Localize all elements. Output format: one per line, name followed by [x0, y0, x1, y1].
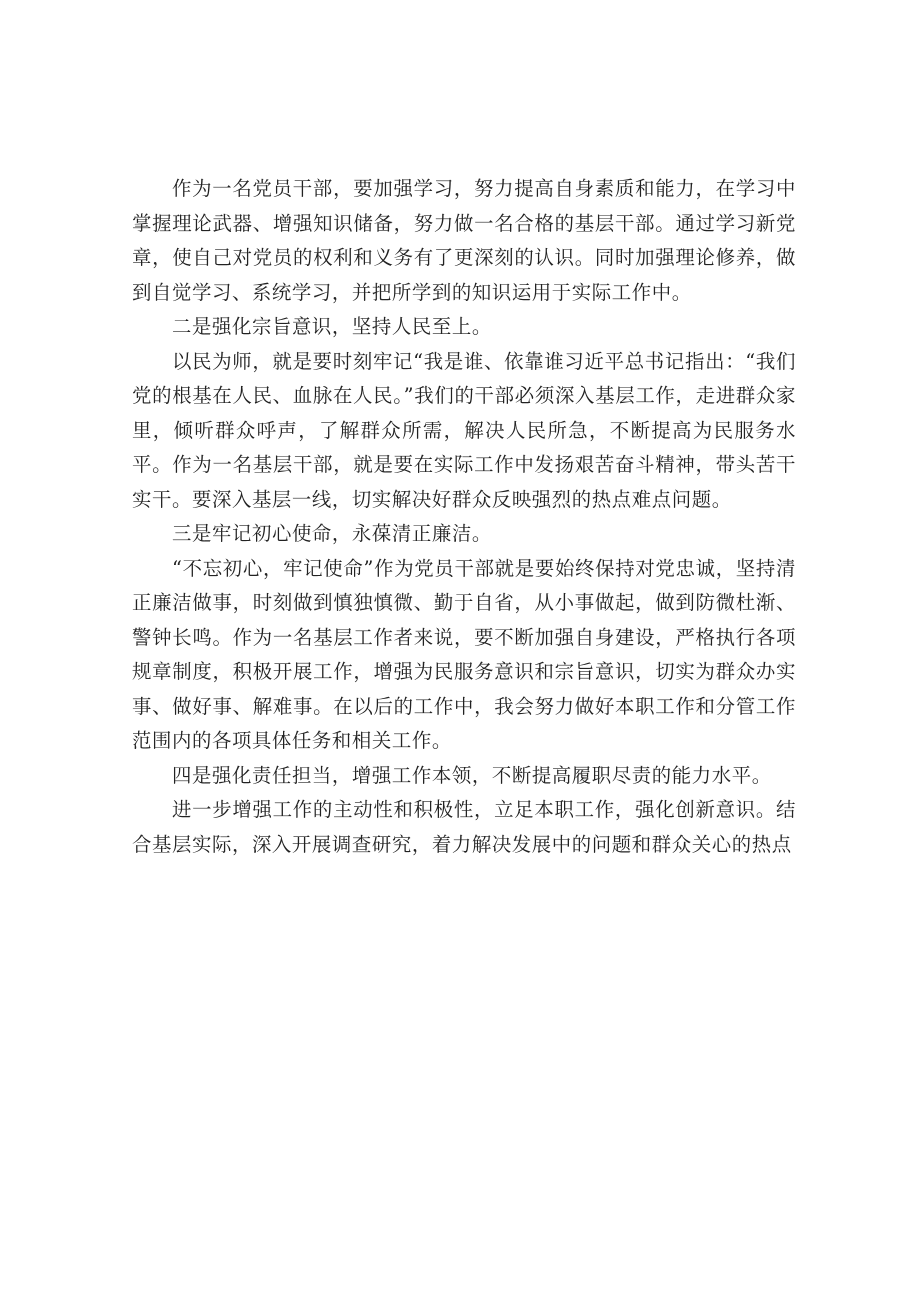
- body-paragraph-study: 作为一名党员干部，要加强学习，努力提高自身素质和能力，在学习中掌握理论武器、增强知识储备，努力做一名合格的基层干部。通过学习新党章，使自己对党员的权利和义务有了更深刻的认识。同时加强理论修养，做到自觉学习、系统学习，并把所学到的知识运用于实际工作中。: [132, 177, 796, 304]
- body-paragraph-initiative: 进一步增强工作的主动性和积极性，立足本职工作，强化创新意识。结合基层实际，深入开展调查研究，着力解决发展中的问题和群众关心的热点: [132, 798, 796, 856]
- body-paragraph-integrity: “不忘初心，牢记使命”作为党员干部就是要始终保持对党忠诚，坚持清正廉洁做事，时刻做到慎独慎微、勤于自省，从小事做起，做到防微杜渐、警钟长鸣。作为一名基层工作者来说，要不断加强自身建设，严格执行各项规章制度，积极开展工作，增强为民服务意识和宗旨意识，切实为群众办实事、做好事、解难事。在以后的工作中，我会努力做好本职工作和分管工作范围内的各项具体任务和相关工作。: [132, 556, 796, 752]
- section-heading-purpose: 二是强化宗旨意识，坚持人民至上。: [172, 315, 492, 338]
- section-heading-responsibility: 四是强化责任担当，增强工作本领，不断提高履职尽责的能力水平。: [172, 763, 772, 787]
- body-paragraph-people: 以民为师，就是要时刻牢记“我是谁、依靠谁习近平总书记指出：“我们党的根基在人民、血脉在人民。”我们的干部必须深入基层工作，走进群众家里，倾听群众呼声，了解群众所需，解决人民所急，不断提高为民服务水平。作为一名基层干部，就是要在实际工作中发扬艰苦奋斗精神，带头苦干实干。要深入基层一线，切实解决好群众反映强烈的热点难点问题。: [132, 349, 796, 511]
- section-heading-mission: 三是牢记初心使命，永葆清正廉洁。: [172, 522, 492, 545]
